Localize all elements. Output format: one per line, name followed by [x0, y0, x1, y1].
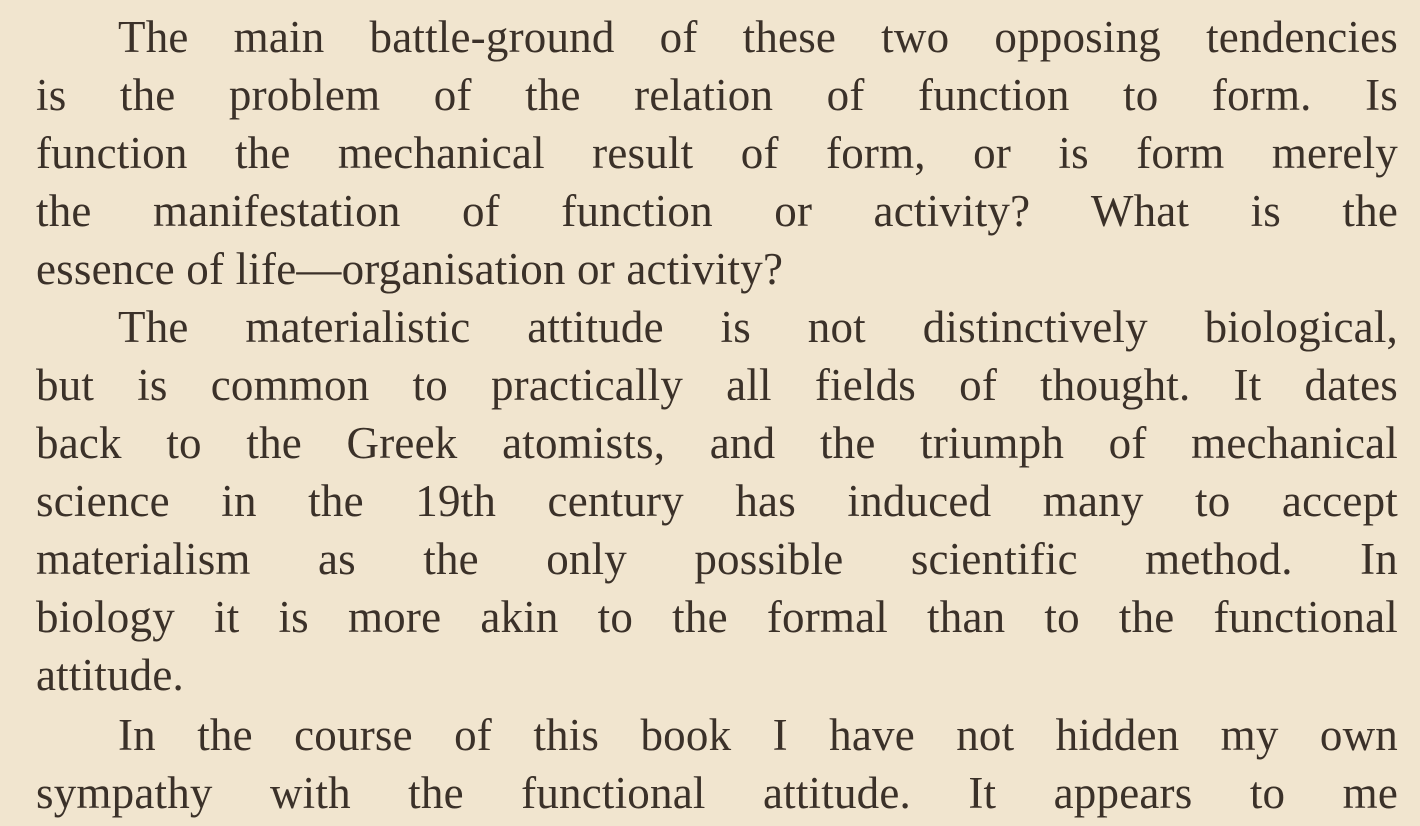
text-line: science in the 19th century has induced many to accept [36, 476, 1398, 526]
text-line: is the problem of the relation of function to form. Is [36, 70, 1398, 120]
text-line: essence of life—organisation or activity? [36, 244, 784, 294]
text-line: materialism as the only possible scientific method. In [36, 534, 1398, 584]
text-line: The materialistic attitude is not distinctively biological, [118, 302, 1398, 352]
text-line: sympathy with the functional attitude. It appears to me [36, 768, 1398, 818]
text-line: The main battle-ground of these two opposing tendencies [118, 12, 1398, 62]
text-line: attitude. [36, 650, 185, 700]
text-line: back to the Greek atomists, and the triumph of mechanical [36, 418, 1398, 468]
text-line: but is common to practically all fields of thought. It dates [36, 360, 1398, 410]
text-line: function the mechanical result of form, or is form merely [36, 128, 1398, 178]
text-line: In the course of this book I have not hidden my own [118, 710, 1398, 760]
text-line: the manifestation of function or activity? What is the [36, 186, 1398, 236]
text-line: biology it is more akin to the formal than to the functional [36, 592, 1398, 642]
